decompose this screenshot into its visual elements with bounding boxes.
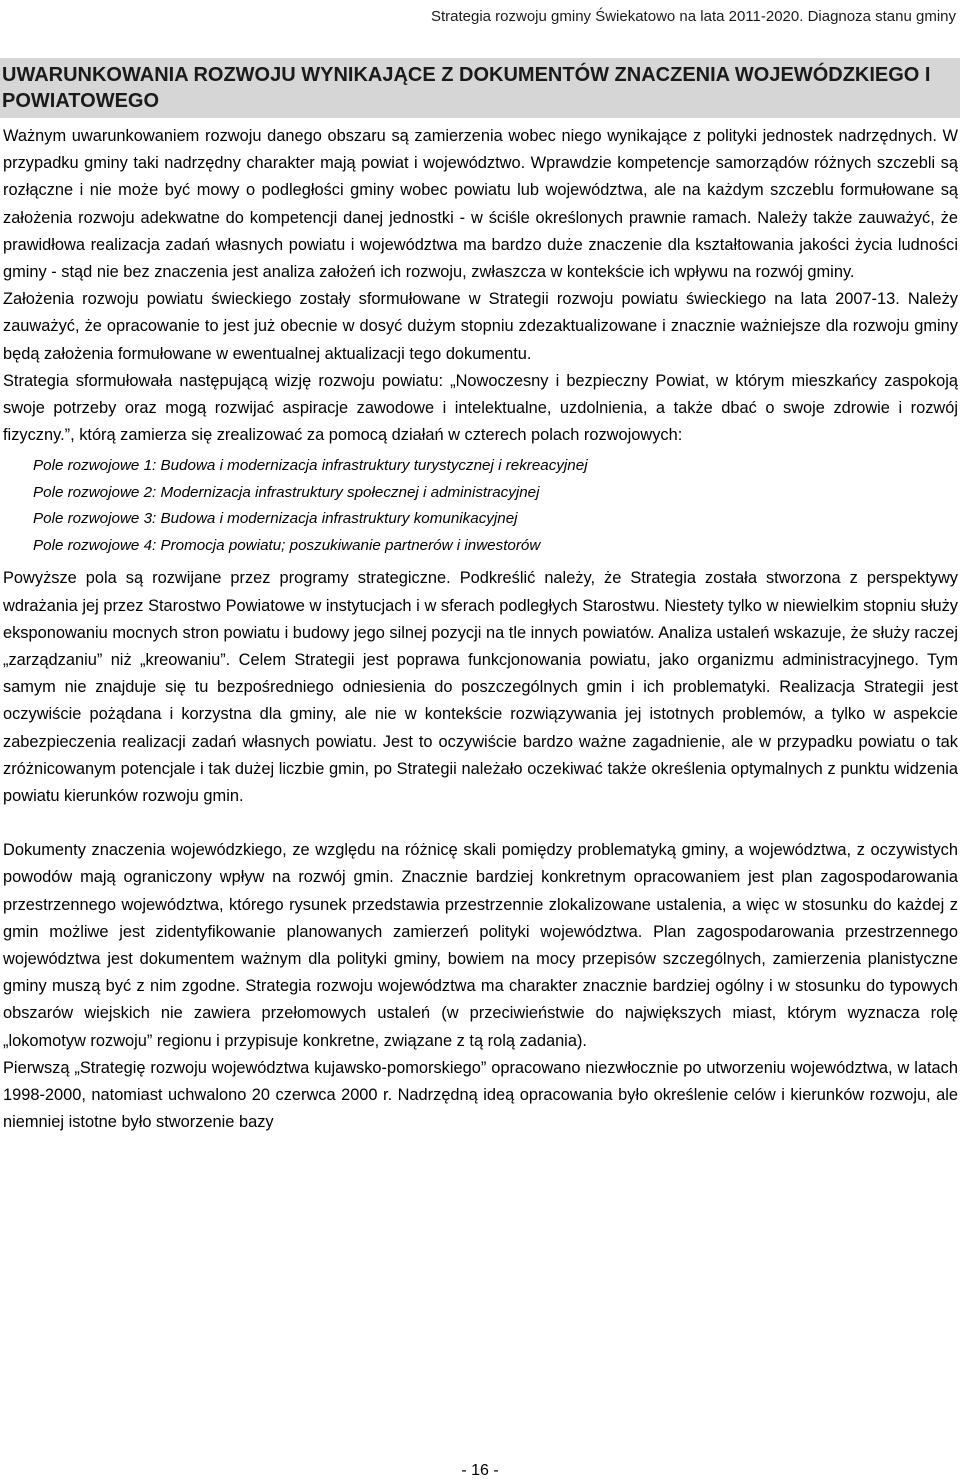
body-text	[3, 123, 958, 1137]
page-number: - 16 -	[461, 1462, 499, 1479]
list-item: Pole rozwojowe 1: Budowa i modernizacja infrastruktury turystycznej i rekreacyjnej	[33, 457, 588, 475]
paragraph-powiat-strategy: Założenia rozwoju powiatu świeckiego zostały sformułowane w Strategii rozwoju powiatu świeckiego na lata 2007-13. Należy zauważyć, że opracowanie to jest już obecnie w dosyć dużym stopniu zdezaktualizowane i znacznie ważniejsze dla rozwoju gminy będą założenia formułowane w ewentualnej aktualizacji tego dokumentu.	[3, 290, 958, 363]
paragraph-vision: Strategia sformułowała następującą wizję rozwoju powiatu: „Nowoczesny i bezpieczny Powiat, w którym mieszkańcy zaspokoją swoje potrzeby oraz mogą rozwijać aspiracje zawodowe i intelektualne, uzdolnienia, a także dbać o swoje zdrowie i rozwój fizyczny.”, którą zamierza się zrealizować za pomocą działań w czterech polach rozwojowych:	[3, 371, 958, 445]
paragraph-evaluation: Powyższe pola są rozwijane przez programy strategiczne. Podkreślić należy, że Strategia została stworzona z perspektywy wdrażania jej przez Starostwo Powiatowe w instytucjach i w sferach podległych Starostwu. Niestety tylko w niewielkim stopniu służy eksponowaniu mocnych stron powiatu i budowy jego silnej pozycji na tle innych powiatów. Analiza ustaleń wskazuje, że służy raczej „zarządzaniu” niż „kreowaniu”. Celem Strategii jest poprawa funkcjonowania powiatu, jako organizmu administracyjnego. Tym samym nie znajduje się tu bezpośredniego odniesienia do poszczególnych gmin i ich problematyki. Realizacja Strategii jest oczywiście pożądana i korzystna dla gminy, ale nie w kontekście rozwiązywania jej istotnych problemów, a tylko w aspekcie zabezpieczenia realizacji zadań własnych powiatu. Jest to oczywiście bardzo ważne zagadnienie, ale w przypadku powiatu o tak zróżnicowanym potencjale i tak dużej liczbie gmin, po Strategii należało oczekiwać także określenia optymalnych z punktu widzenia powiatu kierunków rozwoju gmin.	[3, 569, 958, 806]
paragraph-first-strategy: Pierwszą „Strategię rozwoju województwa kujawsko-pomorskiego” opracowano niezwłocznie po utworzeniu województwa, w latach 1998-2000, natomiast uchwalono 20 czerwca 2000 r. Nadrzędną ideą opracowania było określenie celów i kierunków rozwoju, ale niemniej istotne było stworzenie bazy	[3, 1058, 958, 1132]
development-fields-list	[3, 453, 958, 559]
list-item: Pole rozwojowe 2: Modernizacja infrastruktury społecznej i administracyjnej	[33, 483, 540, 501]
list-item: Pole rozwojowe 4: Promocja powiatu; poszukiwanie partnerów i inwestorów	[33, 536, 541, 554]
list-item: Pole rozwojowe 3: Budowa i modernizacja infrastruktury komunikacyjnej	[33, 510, 518, 528]
paragraph-intro: Ważnym uwarunkowaniem rozwoju danego obszaru są zamierzenia wobec niego wynikające z polityki jednostek nadrzędnych. W przypadku gminy taki nadrzędny charakter mają powiat i województwo. Wprawdzie kompetencje samorządów różnych szczebli są rozłączne i nie może być mowy o podległości gminy wobec powiatu lub województwa, ale na każdym szczeblu formułowane są założenia rozwoju adekwatne do kompetencji danej jednostki - w ściśle określonych prawnie ramach. Należy także zauważyć, że prawidłowa realizacja zadań własnych powiatu i województwa ma bardzo duże znaczenie dla kształtowania jakości życia ludności gminy - stąd nie bez znaczenia jest analiza założeń ich rozwoju, zwłaszcza w kontekście ich wpływu na rozwój gminy.	[3, 127, 958, 282]
running-header: Strategia rozwoju gminy Świekatowo na lata 2011-2020. Diagnoza stanu gminy	[430, 8, 956, 25]
section-heading: UWARUNKOWANIA ROZWOJU WYNIKAJĄCE Z DOKUMENTÓW ZNACZENIA WOJEWÓDZKIEGO I POWIATOWEGO	[0, 58, 960, 118]
paragraph-regional-documents: Dokumenty znaczenia wojewódzkiego, ze względu na różnicę skali pomiędzy problematyką gminy, a województwa, z oczywistych powodów mają ograniczony wpływ na rozwój gmin. Znacznie bardziej konkretnym opracowaniem jest plan zagospodarowania przestrzennego województwa, którego rysunek przedstawia przestrzennie zlokalizowane ustalenia, a więc w stosunku do każdej z gmin możliwe jest zidentyfikowanie planowanych zamierzeń polityki województwa. Plan zagospodarowania przestrzennego województwa jest dokumentem ważnym dla polityki gminy, bowiem na mocy przepisów szczególnych, zamierzenia planistyczne gminy muszą być z nim zgodne. Strategia rozwoju województwa ma charakter znacznie bardziej ogólny i w stosunku do typowych obszarów wiejskich nie zawiera przełomowych ustaleń (w przeciwieństwie do największych miast, którym wyznacza rolę „lokomotyw rozwoju” regionu i przypisuje konkretne, związane z tą rolą zadania).	[3, 841, 958, 1050]
